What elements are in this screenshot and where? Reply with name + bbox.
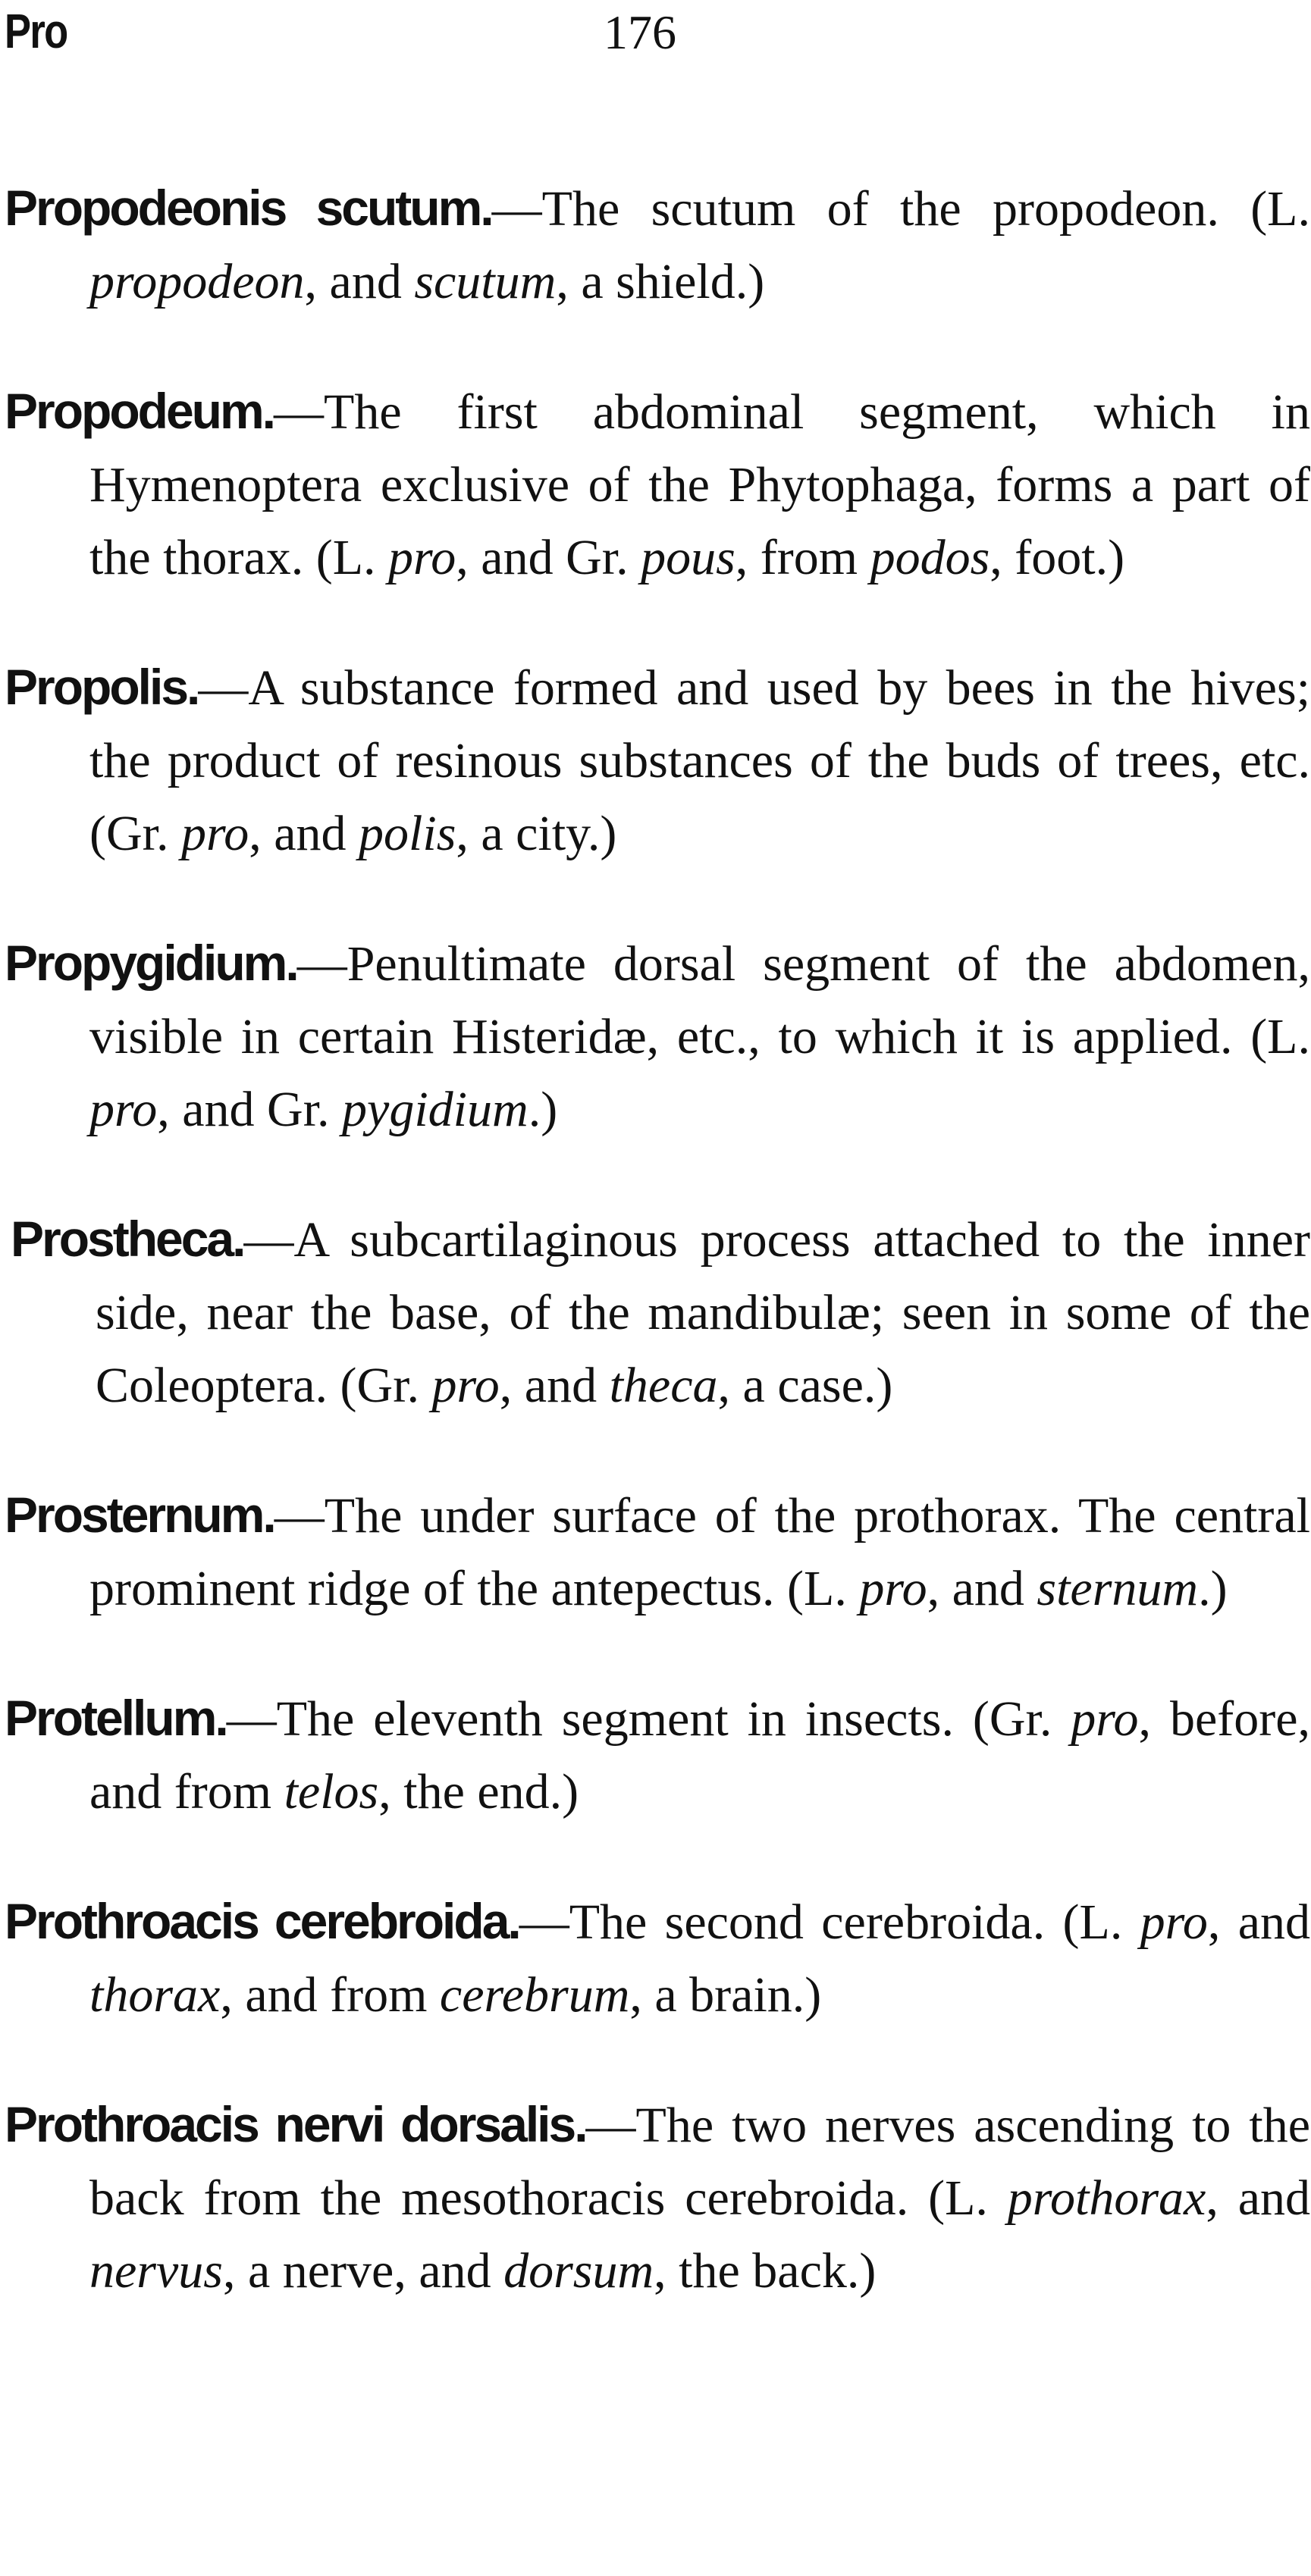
definition-italic-term: podos: [870, 530, 990, 585]
definition-italic-term: cerebrum: [439, 1967, 630, 2023]
definition-text: The first abdominal segment, which in Hymenoptera exclusive of the Phytophaga, forms a part of the thorax. (L.: [89, 384, 1310, 585]
definition-italic-term: dorsum: [503, 2243, 654, 2299]
page-number: 176: [604, 5, 676, 59]
definition-text: .): [1198, 1561, 1228, 1616]
dictionary-entry: [5, 1478, 1310, 1625]
definition-italic-term: pro: [180, 806, 249, 861]
definition-text: , the back.): [654, 2243, 877, 2299]
entry-headword: Propodeum.: [5, 383, 274, 439]
entry-dash: —: [296, 936, 347, 992]
entry-dash: —: [198, 660, 249, 716]
entry-dash: —: [519, 1894, 569, 1950]
entry-headword: Propolis.: [5, 659, 199, 715]
definition-italic-term: polis: [359, 806, 456, 861]
definition-text: , and: [1207, 1894, 1310, 1950]
entry-headword: Propodeonis scutum.: [5, 180, 492, 236]
dictionary-entry: [5, 2088, 1310, 2308]
definition-text: , and from: [220, 1967, 440, 2023]
definition-text: , and Gr.: [157, 1082, 343, 1137]
definition-text: , before, and from: [89, 1691, 1310, 1819]
entry-dash: —: [274, 384, 325, 440]
definition-italic-term: propodeon: [89, 254, 305, 309]
definition-italic-term: scutum: [414, 254, 557, 309]
dictionary-entry: [5, 1885, 1310, 2032]
definition-italic-term: telos: [284, 1764, 379, 1819]
entry-headword: Prothroacis cerebroida.: [5, 1893, 519, 1949]
definition-text: , the end.): [378, 1764, 579, 1819]
definition-text: The under surface of the prothorax. The central prominent ridge of the antepectus. (L.: [89, 1488, 1310, 1616]
dictionary-entry: [5, 374, 1310, 594]
definition-italic-term: pygidium: [342, 1082, 528, 1137]
entry-dash: —: [243, 1212, 294, 1268]
definition-text: , a nerve, and: [222, 2243, 504, 2299]
definition-text: , and: [249, 806, 359, 861]
definition-text: , a case.): [717, 1358, 893, 1413]
dictionary-entry: [5, 1681, 1310, 1829]
definition-italic-term: pro: [1140, 1894, 1208, 1950]
definition-italic-term: pro: [859, 1561, 927, 1616]
entry-headword: Prothroacis nervi dorsalis.: [5, 2096, 586, 2152]
definition-italic-term: theca: [609, 1358, 718, 1413]
definition-text: The scutum of the propodeon. (L.: [541, 181, 1311, 237]
guide-word: Pro: [5, 4, 67, 58]
definition-text: , from: [735, 530, 870, 585]
definition-text: A substance formed and used by bees in the hives; the product of resinous substances of the buds of trees, etc. (Gr.: [89, 660, 1310, 861]
definition-text: , foot.): [990, 530, 1125, 585]
entry-dash: —: [226, 1691, 277, 1747]
definition-text: , and: [499, 1358, 610, 1413]
dictionary-entry: [5, 171, 1311, 318]
entry-headword: Prostheca.: [11, 1211, 244, 1267]
definition-italic-term: nervus: [89, 2243, 223, 2299]
dictionary-entry: [5, 650, 1310, 870]
entry-headword: Protellum.: [5, 1690, 227, 1746]
definition-italic-term: pous: [641, 530, 735, 585]
definition-text: , a shield.): [556, 254, 765, 309]
definition-italic-term: pro: [1071, 1691, 1139, 1747]
entry-headword: Prosternum.: [5, 1487, 274, 1543]
definition-text: The second cerebroida. (L.: [569, 1894, 1140, 1950]
definition-text: , a city.): [456, 806, 617, 861]
definition-text: Penultimate dorsal segment of the abdomen, visible in certain Histeridæ, etc., to which it is applied. (L.: [89, 936, 1310, 1064]
definition-text: , and: [304, 254, 415, 309]
entry-dash: —: [585, 2098, 636, 2153]
definition-text: , and: [1206, 2170, 1310, 2226]
definition-italic-term: sternum: [1037, 1561, 1199, 1616]
entry-dash: —: [274, 1488, 325, 1543]
definition-text: .): [528, 1082, 558, 1137]
dictionary-entry: [5, 926, 1310, 1146]
entry-definition: [89, 660, 1310, 861]
definition-italic-term: pro: [89, 1082, 158, 1137]
entry-dash: —: [491, 181, 542, 237]
definition-text: The eleventh segment in insects. (Gr.: [276, 1691, 1071, 1747]
definition-italic-term: prothorax: [1007, 2170, 1206, 2226]
page-header: [0, 3, 1311, 64]
definition-italic-term: pro: [431, 1358, 500, 1413]
definition-text: A subcartilaginous process attached to the inner side, near the base, of the mandibulæ; seen in some of the Coleoptera. (Gr.: [96, 1212, 1310, 1413]
definition-text: , and: [927, 1561, 1037, 1616]
definition-text: The two nerves ascending to the back from the mesothoracis cerebroida. (L.: [89, 2098, 1310, 2226]
definition-italic-term: thorax: [89, 1967, 221, 2023]
definition-italic-term: pro: [388, 530, 456, 585]
entry-list: [0, 121, 1311, 2364]
dictionary-entry: [11, 1202, 1310, 1422]
definition-text: , a brain.): [629, 1967, 822, 2023]
entry-headword: Propygidium.: [5, 935, 297, 991]
definition-text: , and Gr.: [456, 530, 641, 585]
